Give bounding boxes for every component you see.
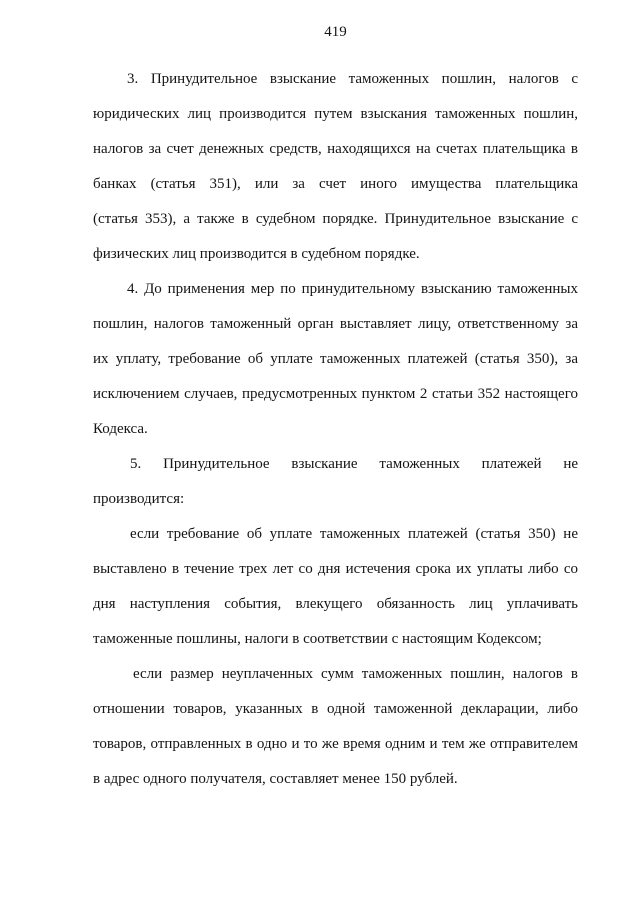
text-line: выставлено в течение трех лет со дня истечения срока их уплаты либо со [93,561,578,577]
text-line: товаров, отправленных в одно и то же время одним и тем же отправителем [93,736,578,752]
text-line: их уплату, требование об уплате таможенных платежей (статья 350), за [93,351,578,367]
document-body [93,62,578,797]
text-line: 5. Принудительное взыскание таможенных платежей не [130,456,578,472]
text-line: юридических лиц производится путем взыскания таможенных пошлин, [93,106,578,122]
text-line: 3. Принудительное взыскание таможенных пошлин, налогов с [127,71,578,87]
text-line: в адрес одного получателя, составляет менее 150 рублей. [93,771,458,787]
text-line: если размер неуплаченных сумм таможенных пошлин, налогов в [133,666,578,682]
text-line: физических лиц производится в судебном порядке. [93,246,420,262]
text-line: дня наступления события, влекущего обязанность лиц уплачивать [93,596,578,612]
page-number: 419 [324,24,347,40]
paragraph-4 [93,272,578,447]
text-line: производится: [93,491,185,507]
paragraph-exception-1 [93,517,578,657]
text-line: банках (статья 351), или за счет иного имущества плательщика [93,176,578,192]
paragraph-5 [93,447,578,517]
text-line: таможенные пошлины, налоги в соответствии с настоящим Кодексом; [93,631,542,647]
text-line: 4. До применения мер по принудительному взысканию таможенных [127,281,578,297]
text-line: если требование об уплате таможенных платежей (статья 350) не [130,526,578,542]
text-line: отношении товаров, указанных в одной таможенной декларации, либо [93,701,578,717]
text-line: Кодекса. [93,421,148,437]
text-line: исключением случаев, предусмотренных пунктом 2 статьи 352 настоящего [93,386,578,402]
text-line: пошлин, налогов таможенный орган выставляет лицу, ответственному за [93,316,578,332]
text-line: налогов за счет денежных средств, находящихся на счетах плательщика в [93,141,578,157]
text-line: (статья 353), а также в судебном порядке. Принудительное взыскание с [93,211,578,227]
paragraph-3 [93,62,578,272]
paragraph-exception-2 [93,657,578,797]
